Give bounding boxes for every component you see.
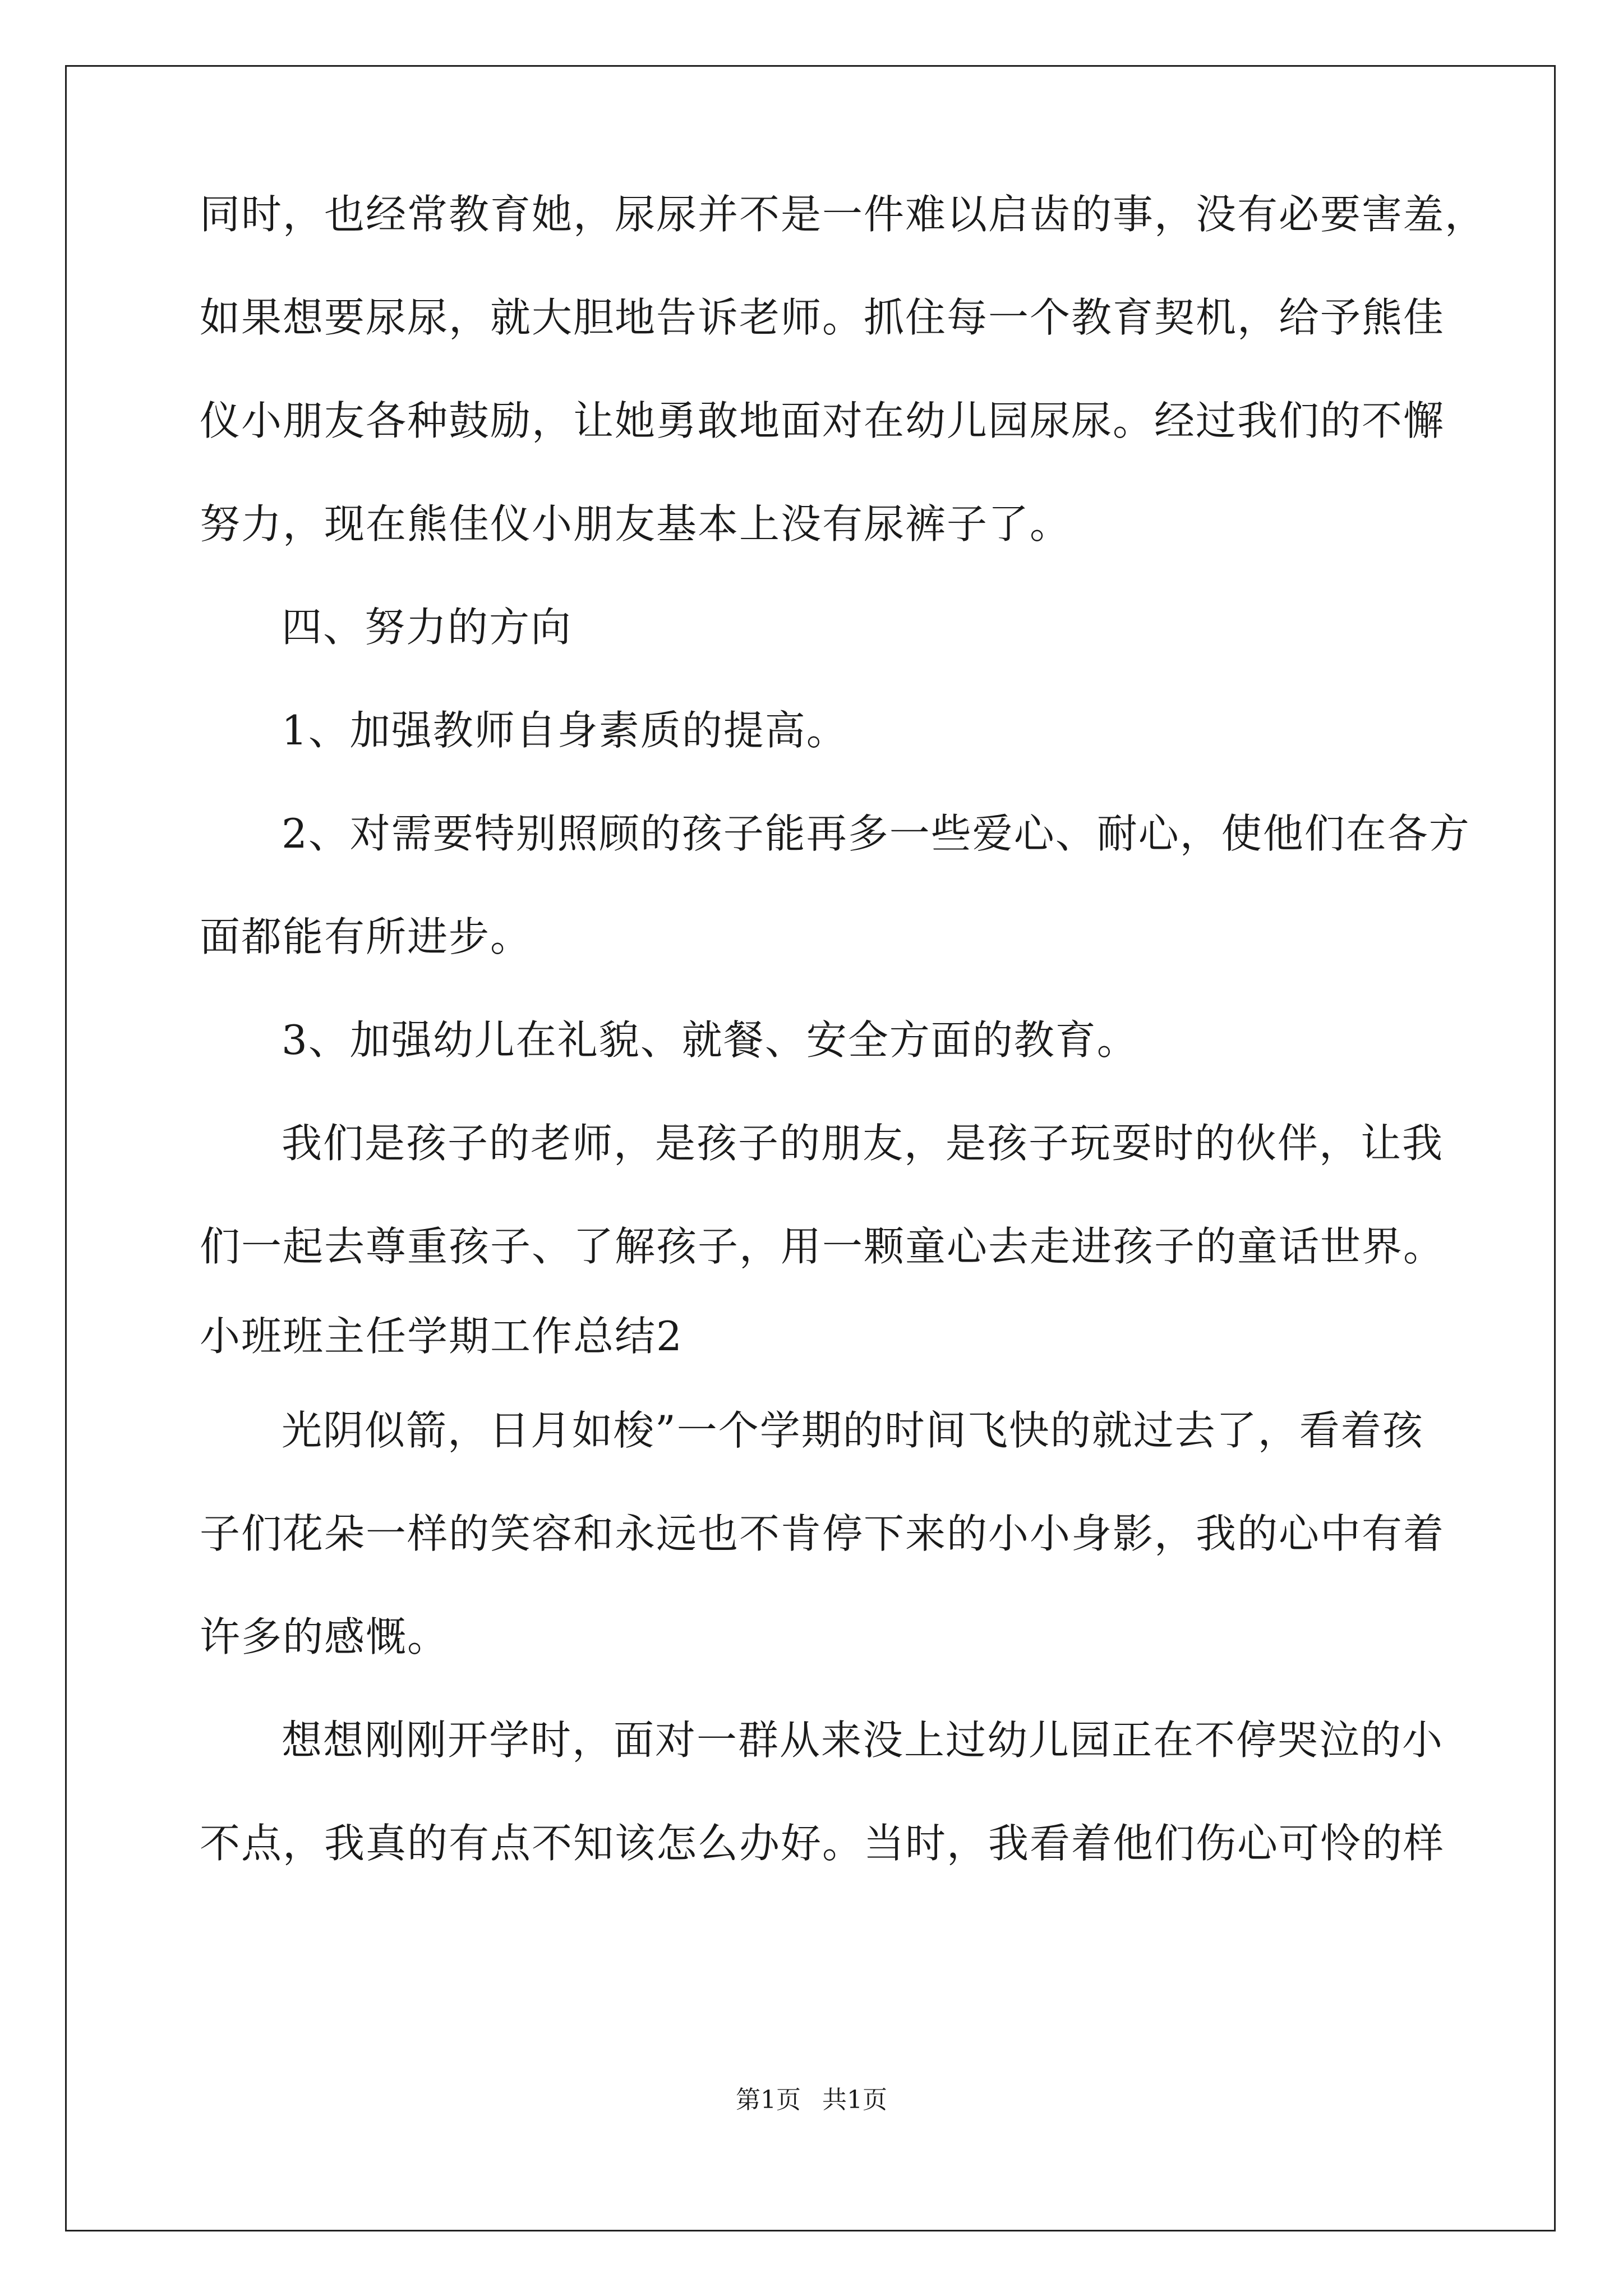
text-line: 不点，我真的有点不知该怎么办好。当时，我看着他们伤心可怜的样: [200, 1820, 1445, 1867]
page-number: 第1页: [736, 2086, 801, 2114]
list-item: 3、加强幼儿在礼貌、就餐、安全方面的教育。: [282, 1016, 1138, 1064]
list-item: 2、对需要特别照顾的孩子能再多一些爱心、耐心，使他们在各方: [282, 810, 1470, 857]
text-line: 面都能有所进步。: [200, 913, 532, 960]
text-line: 许多的感慨。: [200, 1613, 449, 1660]
text-line: 我们是孩子的老师，是孩子的朋友，是孩子玩耍时的伙伴，让我: [282, 1120, 1444, 1167]
text-line: 如果想要尿尿，就大胆地告诉老师。抓住每一个教育契机，给予熊佳: [200, 294, 1445, 341]
text-line: 同时，也经常教育她，尿尿并不是一件难以启齿的事，没有必要害羞，: [200, 191, 1487, 238]
text-line: 们一起去尊重孩子、了解孩子，用一颗童心去走进孩子的童话世界。: [200, 1223, 1445, 1270]
text-line: 努力，现在熊佳仪小朋友基本上没有尿裤子了。: [200, 500, 1072, 547]
text-line: 子们花朵一样的笑容和永远也不肯停下来的小小身影，我的心中有着: [200, 1510, 1445, 1557]
page-footer: [0, 2083, 1623, 2117]
text-line: 想想刚刚开学时，面对一群从来没上过幼儿园正在不停哭泣的小: [282, 1717, 1444, 1764]
section-heading: 四、努力的方向: [282, 604, 573, 651]
page-total: 共1页: [822, 2086, 887, 2114]
document-title: 小班班主任学期工作总结2: [200, 1313, 683, 1360]
text-line: 光阴似箭，日月如梭”一个学期的时间飞快的就过去了，看着孩: [282, 1407, 1424, 1454]
list-item: 1、加强教师自身素质的提高。: [282, 707, 848, 754]
text-line: 仪小朋友各种鼓励，让她勇敢地面对在幼儿园尿尿。经过我们的不懈: [200, 397, 1445, 444]
